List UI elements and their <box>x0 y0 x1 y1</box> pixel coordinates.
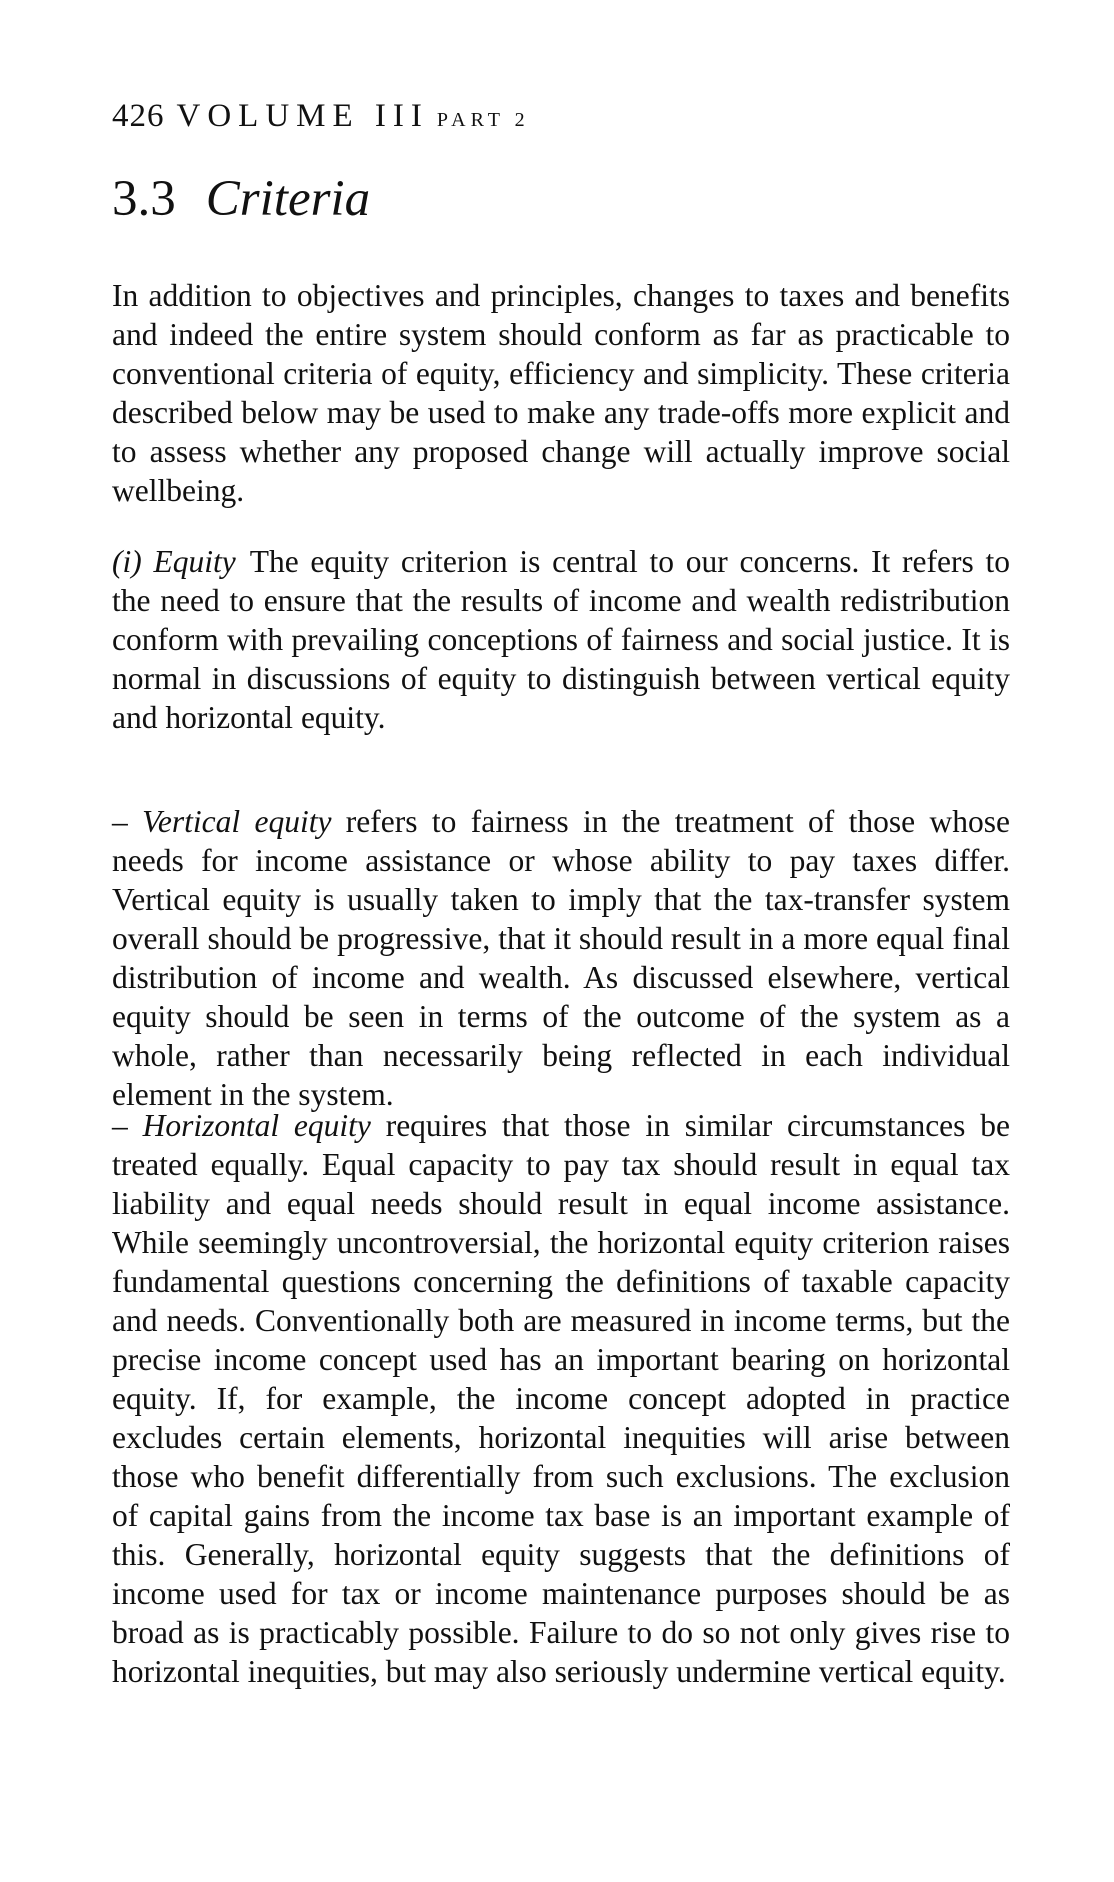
intro-paragraph: In addition to objectives and principles, changes to taxes and benefits and indeed the entire system should conform as far as practicable to conventional criteria of equity, efficiency and simplicity. These criteria described below may be used to make any trade-offs more explicit and to assess whether any proposed change will actually improve social wellbeing. <box>112 278 1010 508</box>
vertical-equity-term: Vertical equity <box>142 804 332 839</box>
volume-label: VOLUME III <box>176 98 429 134</box>
horizontal-equity-term: Horizontal equity <box>142 1108 371 1143</box>
equity-paragraph <box>112 542 1010 737</box>
equity-text: The equity criterion is central to our concerns. It refers to the need to ensure that the results of income and wealth redistribution conform with prevailing conceptions of fairness and social justice. It is normal in discussions of equity to distinguish between vertical equity and horizontal equity. <box>112 544 1010 735</box>
horizontal-equity-text: requires that those in similar circumstances be treated equally. Equal capacity to pay tax should result in equal tax liability and equal needs should result in equal income assistance. While seemingly uncontroversial, the horizontal equity criterion raises fundamental questions concerning the definitions of taxable capacity and needs. Conventionally both are measured in income terms, but the precise income concept used has an important bearing on horizontal equity. If, for example, the income concept adopted in practice excludes certain elements, horizontal inequities will arise between those who benefit differentially from such exclusions. The exclusion of capital gains from the income tax base is an important example of this. Generally, horizontal equity suggests that the definitions of income used for tax or income maintenance purposes should be as broad as is practicably possible. Failure to do so not only gives rise to horizontal inequities, but may also seriously undermine vertical equity. <box>112 1108 1010 1689</box>
section-heading <box>112 170 370 228</box>
part-label: PART 2 <box>436 109 530 131</box>
equity-heading: (i) Equity <box>112 544 236 579</box>
section-title: Criteria <box>205 171 371 227</box>
vertical-dash: – <box>112 804 143 839</box>
running-head <box>112 98 530 135</box>
horizontal-equity-paragraph <box>112 1106 1010 1691</box>
vertical-equity-text: refers to fairness in the treatment of those whose needs for income assistance or whose ability to pay taxes differ. Vertical equity is usually taken to imply that the tax-transfer system overall should be progressive, that it should result in a more equal final distribution of income and wealth. As discussed elsewhere, vertical equity should be seen in terms of the outcome of the system as a whole, rather than necessarily being reflected in each individual element in the system. <box>112 804 1011 1112</box>
section-number: 3.3 <box>112 171 176 227</box>
page-number: 426 <box>112 98 165 134</box>
horizontal-dash: – <box>112 1108 143 1143</box>
vertical-equity-paragraph <box>112 802 1010 1114</box>
